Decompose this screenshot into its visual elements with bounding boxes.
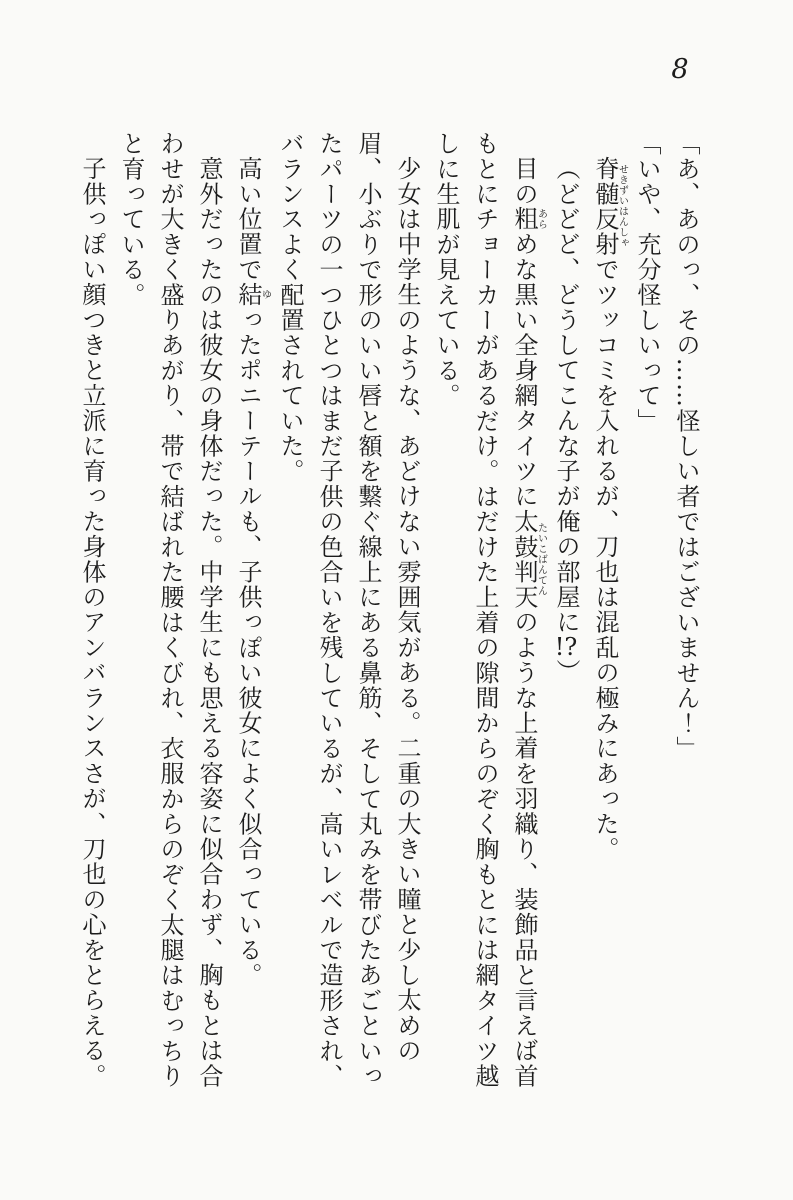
paragraph-5: 目の粗あらめな黒い全身網タイツに太鼓判天たいこばんてんのような上着を羽織り、装飾品と言えば首もとにチョーカーがあるだけ。はだけた上着の隙間からのぞく胸もとには網タイツ越しに生肌が見えている。 [432, 131, 547, 1089]
paragraph-8: 意外だったのは彼女の身体だった。中学生にも思える容姿に似合わず、胸もとは合わせが大きく盛りあがり、帯で結ばれた腰はくびれ、衣服からのぞく太腿はむっちりと育っている。 [117, 131, 223, 1089]
vertical-text-block [72, 131, 705, 1089]
paragraph-4: （どどど、どうしてこんな子が俺の部屋に!?） [552, 156, 580, 685]
furigana-annotation: 脊髄反射せきずいはんしゃ [591, 156, 628, 257]
paragraph-2: 「いや、充分怪しいって」 [633, 131, 661, 434]
paragraph-7: 高い位置で結ゆったポニーテールも、子供っぽい彼女によく似合っている。 [234, 156, 271, 988]
tate-chu-yoko: !? [554, 634, 578, 659]
furigana-annotation: 粗あら [510, 206, 547, 232]
furigana-annotation: 結ゆ [234, 282, 271, 308]
furigana-annotation: 太鼓判天たいこばんてん [510, 508, 547, 610]
page-number: 8 [671, 54, 689, 85]
paragraph-1: 「あ、あのっ、その……怪しい者ではございません！」 [672, 131, 700, 761]
paragraph-3: 脊髄反射せきずいはんしゃでツッコミを入れるが、刀也は混乱の極みにあった。 [591, 156, 628, 862]
paragraph-9: 子供っぽい顔つきと立派に育った身体のアンバランスさが、刀也の心をとらえる。 [78, 156, 106, 1089]
paragraph-6: 少女は中学生のような、あどけない雰囲気がある。二重の大きい瞳と少し太めの眉、小ぶりで形のいい唇と額を繋ぐ線上にある鼻筋、そして丸みを帯びたあごといったパーツの一つひとつはまだ子供の色合いを残しているが、高いレベルで造形され、バランスよく配置されていた。 [276, 131, 421, 1089]
